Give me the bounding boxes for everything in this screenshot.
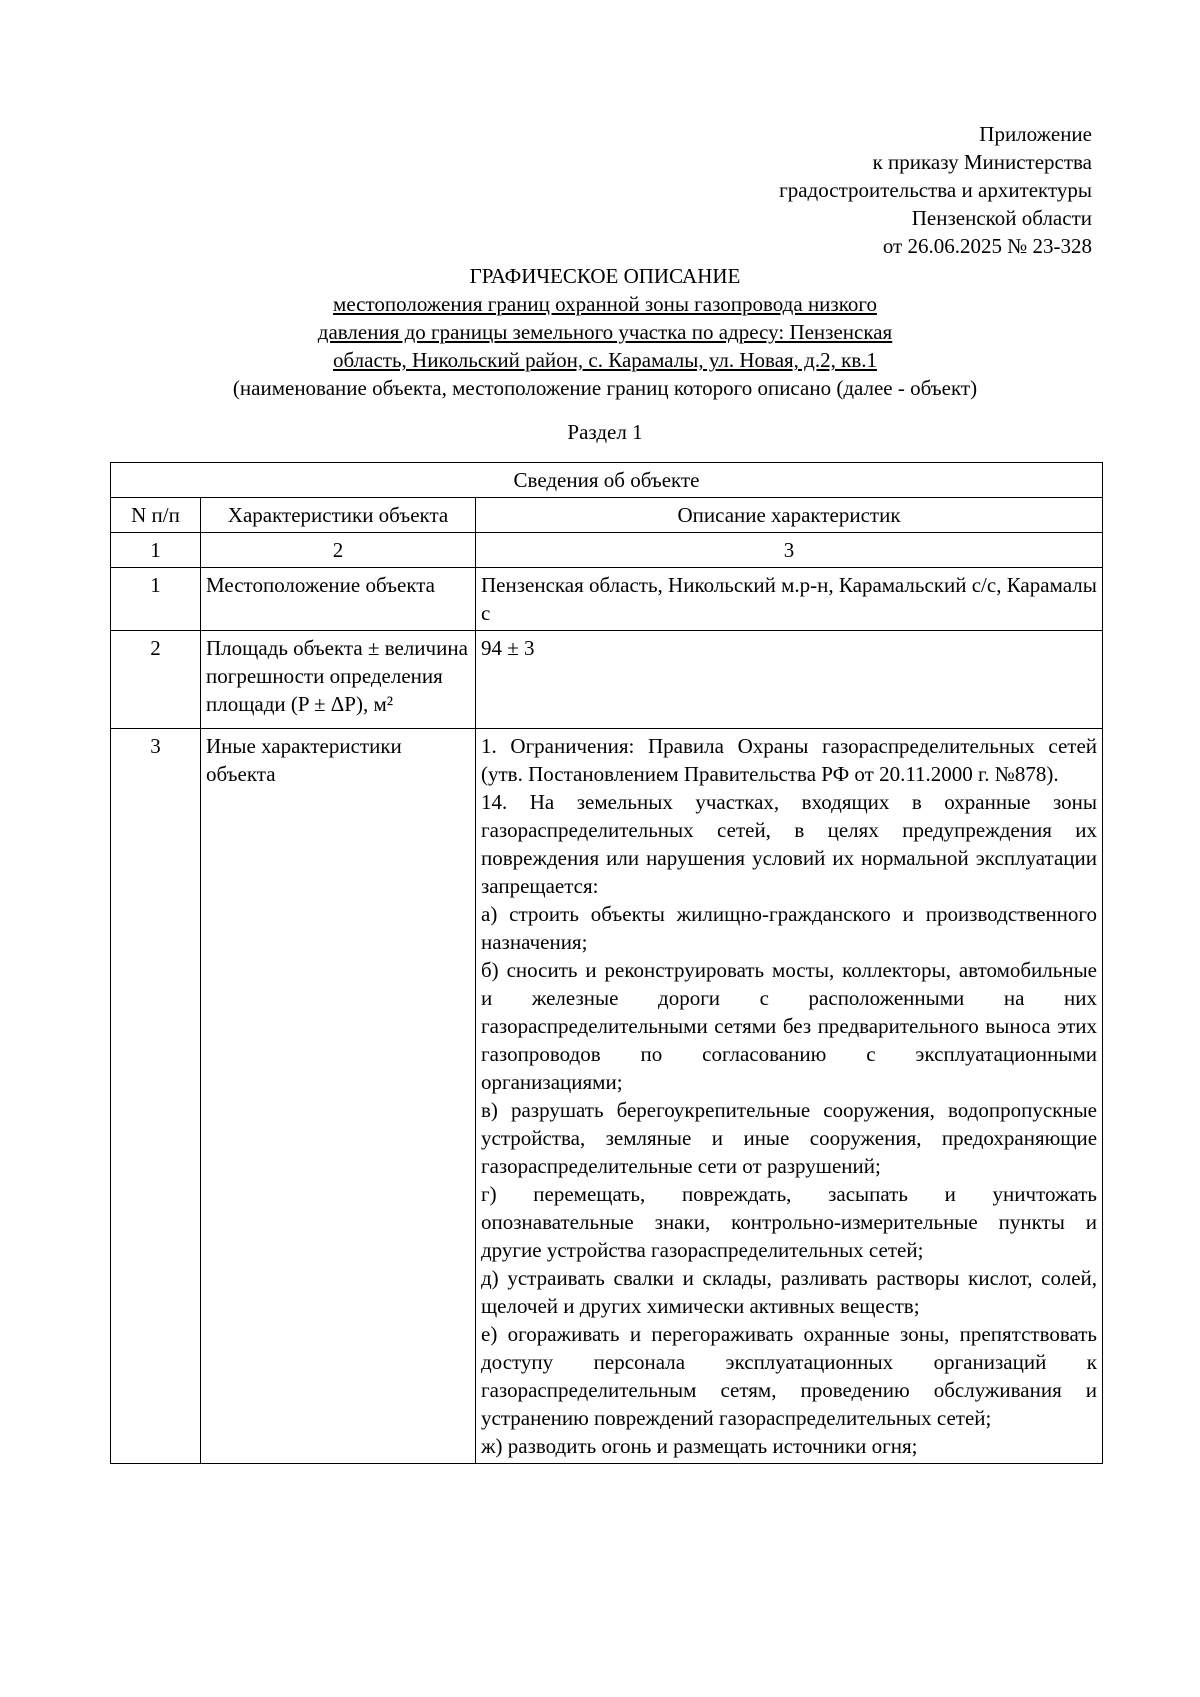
row-number: 3 [111, 729, 201, 1464]
column-header: Описание характеристик [476, 498, 1103, 533]
subtitle-line: область, Никольский район, с. Карамалы, ул. Новая, д.2, кв.1 [333, 348, 877, 372]
table-caption-row [111, 463, 1103, 498]
restriction-paragraph: а) строить объекты жилищно-гражданского и производственного назначения; [481, 902, 1098, 954]
restriction-paragraph: 14. На земельных участках, входящих в охранные зоны газораспределительных сетей, в целях предупреждения их повреждения или нарушения условий их нормальной эксплуатации запрещается: [481, 790, 1098, 898]
header-line: от 26.06.2025 № 23-328 [882, 234, 1092, 258]
object-info-table [110, 462, 1103, 1464]
column-header: Характеристики объекта [201, 498, 476, 533]
restriction-paragraph: ж) разводить огонь и размещать источники огня; [481, 1434, 918, 1458]
restriction-paragraph: д) устраивать свалки и склады, разливать растворы кислот, солей, щелочей и других химически активных веществ; [481, 1266, 1098, 1318]
column-header-row [111, 498, 1103, 533]
row-characteristic: Местоположение объекта [201, 568, 476, 631]
table-caption: Сведения об объекте [111, 463, 1103, 498]
object-caption: (наименование объекта, местоположение границ которого описано (далее - объект) [232, 376, 978, 400]
restriction-paragraph: г) перемещать, повреждать, засыпать и уничтожать опознавательные знаки, контрольно-измерительные пункты и другие устройства газораспределительных сетей; [481, 1182, 1098, 1262]
header-line: Приложение [979, 122, 1092, 146]
document-title: ГРАФИЧЕСКОЕ ОПИСАНИЕ [469, 264, 741, 288]
row-characteristic: Иные характеристики объекта [201, 729, 476, 1464]
row-number: 1 [111, 568, 201, 631]
column-header: N п/п [111, 498, 201, 533]
table-row [111, 729, 1103, 1464]
header-line: градостроительства и архитектуры [779, 178, 1092, 202]
row-description: Пензенская область, Никольский м.р-н, Карамальский с/с, Карамалы с [476, 568, 1103, 631]
section-label: Раздел 1 [567, 420, 643, 444]
title-block [110, 262, 1100, 446]
table-row [111, 568, 1103, 631]
approval-header [572, 120, 1092, 260]
subtitle-line: местоположения границ охранной зоны газопровода низкого [333, 292, 877, 316]
header-line: Пензенской области [911, 206, 1092, 230]
header-line: к приказу Министерства [872, 150, 1092, 174]
column-number: 2 [201, 533, 476, 568]
row-characteristic: Площадь объекта ± величина погрешности определения площади (P ± ΔP), м² [201, 631, 476, 729]
table-row [111, 631, 1103, 729]
subtitle-line: давления до границы земельного участка по адресу: Пензенская [317, 320, 893, 344]
restriction-paragraph: б) сносить и реконструировать мосты, коллекторы, автомобильные и железные дороги с расположенными на них газораспределительными сетями без предварительного выноса этих газопроводов по согласованию с эксплуатационными организациями; [481, 958, 1098, 1094]
column-number: 1 [111, 533, 201, 568]
restriction-paragraph: е) огораживать и перегораживать охранные зоны, препятствовать доступу персонала эксплуатационных организаций к газораспределительным сетям, проведению обслуживания и устранению повреждений газораспределительных сетей; [481, 1322, 1098, 1430]
row-description: 94 ± 3 [476, 631, 1103, 729]
column-number: 3 [476, 533, 1103, 568]
row-number: 2 [111, 631, 201, 729]
restriction-paragraph: в) разрушать берегоукрепительные сооружения, водопропускные устройства, земляные и иные сооружения, предохраняющие газораспределительные сети от разрушений; [481, 1098, 1098, 1178]
restriction-paragraph: 1. Ограничения: Правила Охраны газораспределительных сетей (утв. Постановлением Правительства РФ от 20.11.2000 г. №878). [481, 734, 1098, 786]
row-description [476, 729, 1103, 1464]
column-number-row [111, 533, 1103, 568]
